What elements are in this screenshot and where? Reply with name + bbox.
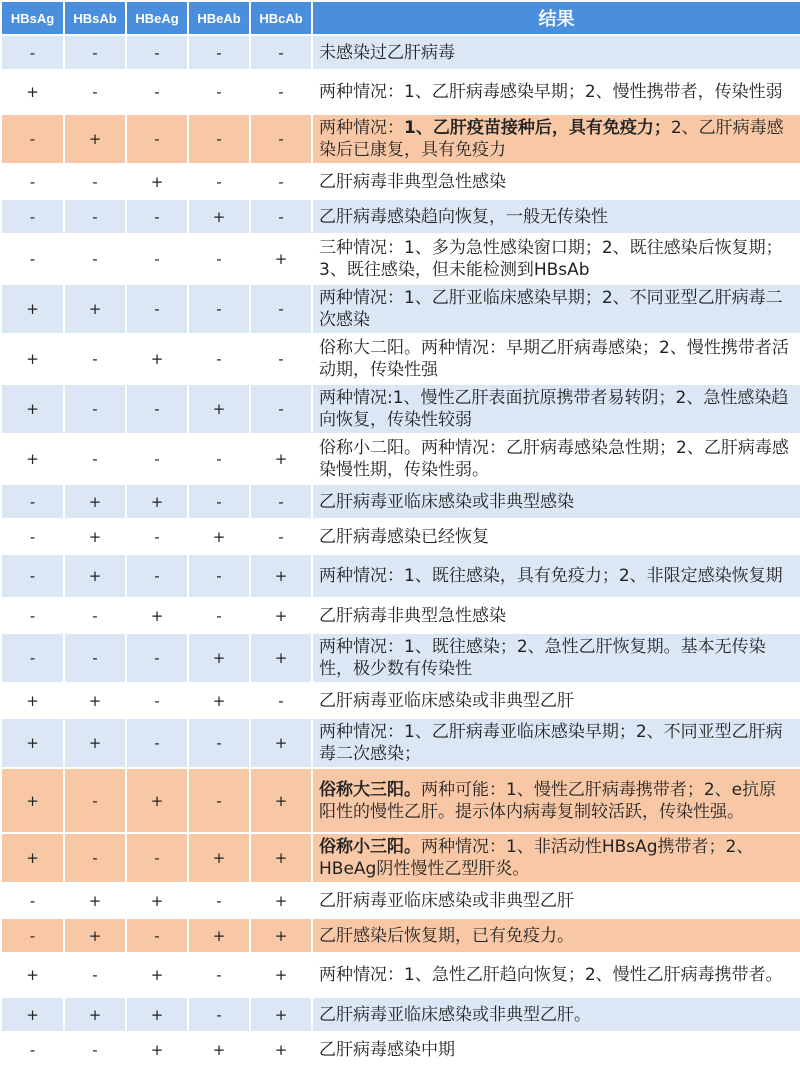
result-text: 乙肝病毒感染中期 (319, 1039, 455, 1060)
result-text-bold: 俗称小三阳。 (319, 837, 421, 857)
result-cell (312, 768, 800, 833)
marker-cell: - (188, 554, 250, 598)
marker-cell: + (188, 384, 250, 434)
result-cell (312, 997, 800, 1032)
result-text: 两种情况:1、慢性乙肝表面抗原携带者易转阴；2、急性感染趋向恢复，传染性较弱 (319, 388, 789, 430)
marker-cell: + (1, 334, 64, 384)
marker-cell: + (250, 234, 312, 284)
table-body (1, 35, 800, 1067)
marker-cell: + (1, 284, 64, 334)
result-cell (312, 434, 800, 484)
marker-cell: + (126, 598, 188, 633)
marker-cell: + (64, 284, 126, 334)
result-text: 两种情况：1、乙肝亚临床感染早期；2、不同亚型乙肝病毒二次感染 (319, 288, 783, 330)
marker-cell: - (250, 484, 312, 519)
marker-cell: + (1, 70, 64, 114)
col-header-hbeab: HBeAb (188, 1, 250, 35)
table-row (1, 1032, 800, 1067)
table-row (1, 768, 800, 833)
marker-cell: - (126, 199, 188, 234)
marker-cell: + (64, 718, 126, 768)
marker-cell: + (188, 918, 250, 953)
marker-cell: + (64, 484, 126, 519)
marker-cell: - (1, 164, 64, 199)
table-row (1, 633, 800, 683)
result-text: 乙肝感染后恢复期，已有免疫力。 (319, 925, 574, 946)
table-row (1, 384, 800, 434)
marker-cell: + (1, 718, 64, 768)
marker-cell: - (188, 883, 250, 918)
marker-cell: + (250, 833, 312, 883)
marker-cell: - (188, 35, 250, 70)
table-row (1, 484, 800, 519)
marker-cell: + (250, 953, 312, 997)
marker-cell: + (1, 683, 64, 718)
table-row (1, 883, 800, 918)
result-cell (312, 633, 800, 683)
table-row (1, 833, 800, 883)
marker-cell: - (126, 718, 188, 768)
result-cell (312, 883, 800, 918)
result-text: 乙肝病毒亚临床感染或非典型感染 (319, 491, 574, 512)
result-cell (312, 114, 800, 164)
result-cell (312, 833, 800, 883)
marker-cell: - (250, 70, 312, 114)
marker-cell: - (64, 1032, 126, 1067)
marker-cell: + (250, 633, 312, 683)
marker-cell: - (64, 768, 126, 833)
result-text: 两种情况：1、既往感染；2、急性乙肝恢复期。基本无传染性，极少数有传染性 (319, 637, 766, 679)
result-cell (312, 334, 800, 384)
marker-cell: - (188, 484, 250, 519)
marker-cell: - (188, 334, 250, 384)
marker-cell: - (126, 554, 188, 598)
marker-cell: - (64, 384, 126, 434)
result-cell (312, 70, 800, 114)
header-row (1, 1, 800, 35)
result-cell (312, 1032, 800, 1067)
result-cell (312, 199, 800, 234)
marker-cell: + (250, 718, 312, 768)
table-row (1, 953, 800, 997)
result-cell (312, 953, 800, 997)
marker-cell: - (1, 114, 64, 164)
marker-cell: - (64, 35, 126, 70)
col-header-hbsab: HBsAb (64, 1, 126, 35)
marker-cell: + (1, 953, 64, 997)
marker-cell: + (188, 1032, 250, 1067)
marker-cell: - (126, 384, 188, 434)
marker-cell: - (188, 997, 250, 1032)
table-row (1, 234, 800, 284)
marker-cell: + (188, 633, 250, 683)
result-text: 两种情况：1、乙肝病毒感染早期；2、慢性携带者，传染性弱 (319, 82, 783, 102)
table-row (1, 718, 800, 768)
table-row (1, 164, 800, 199)
marker-cell: + (126, 997, 188, 1032)
result-text: 2、乙肝病毒感染后已康复，具有免疫力 (319, 118, 784, 160)
marker-cell: - (1, 883, 64, 918)
marker-cell: - (126, 519, 188, 554)
marker-cell: - (188, 284, 250, 334)
marker-cell: - (126, 234, 188, 284)
result-text: 三种情况：1、多为急性感染窗口期；2、既往感染后恢复期；3、既往感染，但未能检测到HBsAb (319, 238, 783, 280)
table-row (1, 554, 800, 598)
marker-cell: + (64, 997, 126, 1032)
result-text: 乙肝病毒感染趋向恢复，一般无传染性 (319, 206, 608, 227)
marker-cell: - (250, 199, 312, 234)
marker-cell: - (188, 70, 250, 114)
marker-cell: - (64, 199, 126, 234)
marker-cell: - (126, 70, 188, 114)
marker-cell: - (188, 434, 250, 484)
table-row (1, 519, 800, 554)
marker-cell: - (1, 918, 64, 953)
marker-cell: - (1, 234, 64, 284)
table-row (1, 114, 800, 164)
table-row (1, 997, 800, 1032)
result-text-bold: 1、乙肝疫苗接种后，具有免疫力； (404, 118, 671, 138)
marker-cell: - (64, 164, 126, 199)
table-row (1, 35, 800, 70)
marker-cell: + (64, 683, 126, 718)
marker-cell: + (64, 918, 126, 953)
result-text: 乙肝病毒非典型急性感染 (319, 171, 506, 192)
result-text: 乙肝病毒非典型急性感染 (319, 605, 506, 626)
marker-cell: - (250, 683, 312, 718)
marker-cell: + (126, 768, 188, 833)
marker-cell: - (250, 384, 312, 434)
marker-cell: + (1, 997, 64, 1032)
table-row (1, 918, 800, 953)
marker-cell: - (188, 718, 250, 768)
result-cell (312, 234, 800, 284)
result-text: 两种可能：1、慢性乙肝病毒携带者；2、e抗原阳性的慢性乙肝。提示体内病毒复制较活跃，传染性强。 (319, 779, 777, 822)
result-cell (312, 554, 800, 598)
marker-cell: - (126, 633, 188, 683)
col-header-hbcab: HBcAb (250, 1, 312, 35)
marker-cell: + (1, 384, 64, 434)
result-text: 乙肝病毒感染已经恢复 (319, 526, 489, 547)
marker-cell: - (64, 633, 126, 683)
marker-cell: + (1, 434, 64, 484)
marker-cell: - (64, 833, 126, 883)
result-text: 乙肝病毒亚临床感染或非典型乙肝 (319, 690, 574, 711)
marker-cell: - (188, 768, 250, 833)
result-cell (312, 164, 800, 199)
table-row (1, 598, 800, 633)
marker-cell: - (126, 434, 188, 484)
result-cell (312, 284, 800, 334)
result-text: 两种情况：1、乙肝病毒亚临床感染早期；2、不同亚型乙肝病毒二次感染； (319, 722, 783, 764)
result-cell (312, 384, 800, 434)
result-text: 两种情况： (319, 118, 404, 138)
marker-cell: - (64, 234, 126, 284)
marker-cell: - (64, 598, 126, 633)
marker-cell: - (1, 484, 64, 519)
marker-cell: - (126, 114, 188, 164)
result-text: 两种情况：1、非活动性HBsAg携带者；2、HBeAg阴性慢性乙型肝炎。 (319, 837, 754, 879)
marker-cell: + (188, 833, 250, 883)
marker-cell: + (64, 519, 126, 554)
marker-cell: + (1, 768, 64, 833)
marker-cell: - (250, 284, 312, 334)
marker-cell: + (1, 833, 64, 883)
marker-cell: - (250, 164, 312, 199)
marker-cell: - (64, 334, 126, 384)
marker-cell: - (1, 1032, 64, 1067)
marker-cell: + (126, 484, 188, 519)
result-cell (312, 519, 800, 554)
col-header-hbeag: HBeAg (126, 1, 188, 35)
result-text: 未感染过乙肝病毒 (319, 42, 455, 63)
result-cell (312, 598, 800, 633)
marker-cell: + (126, 334, 188, 384)
marker-cell: + (250, 434, 312, 484)
marker-cell: - (126, 683, 188, 718)
result-text-bold: 俗称大三阳。 (319, 779, 421, 800)
marker-cell: + (250, 918, 312, 953)
marker-cell: + (250, 768, 312, 833)
marker-cell: - (64, 70, 126, 114)
result-cell (312, 35, 800, 70)
marker-cell: + (64, 554, 126, 598)
marker-cell: + (126, 164, 188, 199)
marker-cell: - (126, 35, 188, 70)
marker-cell: - (64, 953, 126, 997)
marker-cell: + (126, 883, 188, 918)
marker-cell: + (126, 953, 188, 997)
marker-cell: + (250, 883, 312, 918)
marker-cell: - (126, 918, 188, 953)
table-row (1, 683, 800, 718)
marker-cell: - (188, 114, 250, 164)
marker-cell: - (188, 953, 250, 997)
marker-cell: - (250, 114, 312, 164)
marker-cell: + (64, 883, 126, 918)
result-text: 俗称大二阳。两种情况：早期乙肝病毒感染；2、慢性携带者活动期，传染性强 (319, 338, 789, 380)
marker-cell: + (64, 114, 126, 164)
marker-cell: + (250, 1032, 312, 1067)
result-text: 两种情况：1、急性乙肝趋向恢复；2、慢性乙肝病毒携带者。 (319, 965, 783, 985)
marker-cell: + (250, 997, 312, 1032)
marker-cell: + (250, 598, 312, 633)
marker-cell: + (188, 683, 250, 718)
marker-cell: + (250, 554, 312, 598)
table-row (1, 334, 800, 384)
marker-cell: + (126, 1032, 188, 1067)
marker-cell: + (188, 519, 250, 554)
marker-cell: - (1, 199, 64, 234)
marker-cell: - (250, 334, 312, 384)
marker-cell: - (188, 164, 250, 199)
marker-cell: + (188, 199, 250, 234)
marker-cell: - (1, 598, 64, 633)
table-row (1, 434, 800, 484)
marker-cell: - (1, 519, 64, 554)
col-header-result: 结果 (312, 1, 800, 35)
result-text: 乙肝病毒亚临床感染或非典型乙肝。 (319, 1004, 591, 1025)
marker-cell: - (188, 234, 250, 284)
table-row (1, 70, 800, 114)
marker-cell: - (126, 284, 188, 334)
marker-cell: - (1, 35, 64, 70)
result-cell (312, 918, 800, 953)
marker-cell: - (126, 833, 188, 883)
result-text: 俗称小二阳。两种情况：乙肝病毒感染急性期；2、乙肝病毒感染慢性期，传染性弱。 (319, 438, 789, 480)
result-cell (312, 484, 800, 519)
marker-cell: - (1, 554, 64, 598)
col-header-hbsag: HBsAg (1, 1, 64, 35)
table-row (1, 199, 800, 234)
result-text: 两种情况：1、既往感染，具有免疫力；2、非限定感染恢复期 (319, 566, 783, 586)
marker-cell: - (188, 598, 250, 633)
table-row (1, 284, 800, 334)
marker-cell: - (250, 35, 312, 70)
marker-cell: - (1, 633, 64, 683)
result-cell (312, 718, 800, 768)
marker-cell: - (250, 519, 312, 554)
result-cell (312, 683, 800, 718)
result-text: 乙肝病毒亚临床感染或非典型乙肝 (319, 890, 574, 911)
marker-cell: - (64, 434, 126, 484)
